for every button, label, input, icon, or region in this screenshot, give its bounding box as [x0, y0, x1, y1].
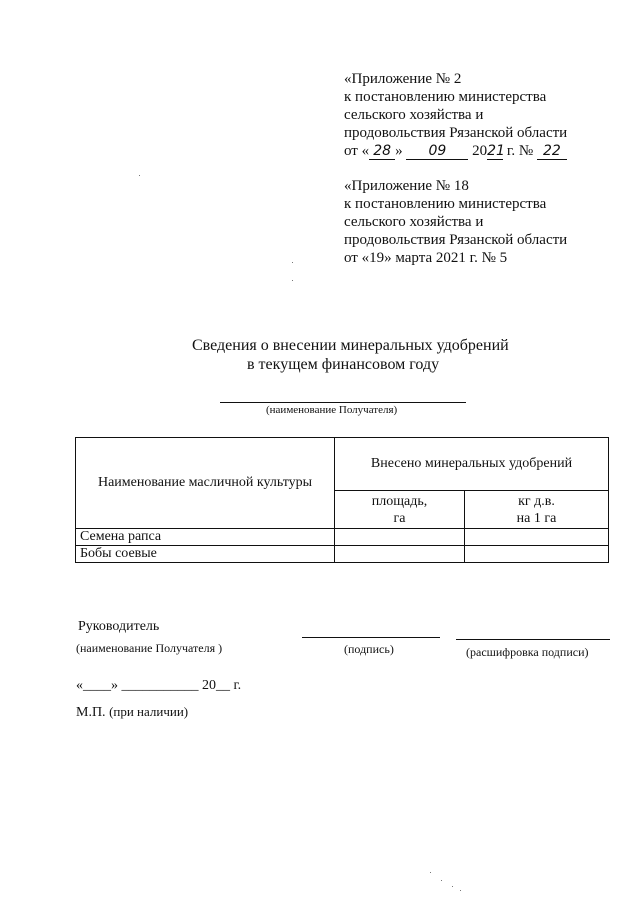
annex-line: к постановлению министерства — [344, 196, 547, 212]
row-area-cell[interactable] — [335, 529, 465, 546]
scan-speck — [430, 872, 431, 873]
row-crop-name: Бобы соевые — [76, 546, 335, 563]
signature-date-line: «____» ___________ 20__ г. — [76, 678, 242, 693]
col-header-kg-line1: кг д.в. — [518, 493, 555, 509]
fertilizer-table — [75, 437, 609, 563]
col-header-crop: Наименование масличной культуры — [76, 438, 335, 529]
scan-speck — [452, 886, 453, 887]
annex-title: «Приложение № 2 — [344, 71, 462, 87]
row-kg-cell[interactable] — [465, 546, 609, 563]
annex-line: к постановлению министерства — [344, 89, 547, 105]
scan-speck — [441, 880, 442, 881]
table-row — [76, 546, 609, 563]
title-line-2: в текущем финансовом году — [247, 356, 440, 373]
scan-speck — [292, 262, 293, 263]
col-header-kg — [465, 491, 609, 529]
col-header-fertilizer: Внесено минеральных удобрений — [335, 438, 609, 491]
annex-date-line — [344, 142, 567, 160]
date-prefix: от « — [344, 143, 370, 159]
head-caption: (наименование Получателя ) — [76, 641, 223, 655]
col-header-area-line1: площадь, — [371, 493, 428, 509]
recipient-caption: (наименование Получателя) — [266, 404, 398, 416]
signature-line — [302, 637, 440, 638]
day-suffix: » — [395, 143, 407, 159]
annex-line: продовольствия Рязанской области — [344, 125, 568, 141]
signature-caption: (подпись) — [344, 642, 394, 656]
row-kg-cell[interactable] — [465, 529, 609, 546]
stamp-label: М.П. — [76, 705, 106, 720]
stamp-note: (при наличии) — [109, 704, 189, 719]
title-line-1: Сведения о внесении минеральных удобрений — [192, 337, 509, 354]
handwritten-number: 22 — [537, 143, 567, 160]
annex-title: «Приложение № 18 — [344, 178, 469, 194]
scan-speck — [460, 890, 461, 891]
annex-line: сельского хозяйства и — [344, 214, 484, 230]
col-header-kg-line2: на 1 га — [516, 510, 557, 526]
year-prefix: 20 — [468, 143, 488, 159]
annex-date-line: от «19» марта 2021 г. № 5 — [344, 250, 508, 266]
row-area-cell[interactable] — [335, 546, 465, 563]
decode-caption: (расшифровка подписи) — [466, 645, 589, 659]
recipient-name-line — [220, 402, 466, 403]
number-prefix: г. № — [503, 143, 537, 159]
handwritten-year: 21 — [487, 143, 505, 159]
row-crop-name: Семена рапса — [76, 529, 335, 546]
col-header-area — [335, 491, 465, 529]
decode-line — [456, 639, 610, 640]
col-header-area-line2: га — [393, 510, 406, 526]
head-label: Руководитель — [78, 619, 160, 634]
handwritten-month: 09 — [406, 143, 468, 160]
table-row — [76, 529, 609, 546]
stamp-block — [76, 704, 188, 721]
annex-line: сельского хозяйства и — [344, 107, 484, 123]
annex-line: продовольствия Рязанской области — [344, 232, 568, 248]
scan-speck — [292, 280, 293, 281]
scan-speck — [139, 175, 140, 176]
annex-header-current — [344, 70, 567, 160]
handwritten-day: 28 — [369, 143, 395, 160]
annex-header-previous — [344, 177, 567, 267]
table-header-row — [76, 438, 609, 491]
